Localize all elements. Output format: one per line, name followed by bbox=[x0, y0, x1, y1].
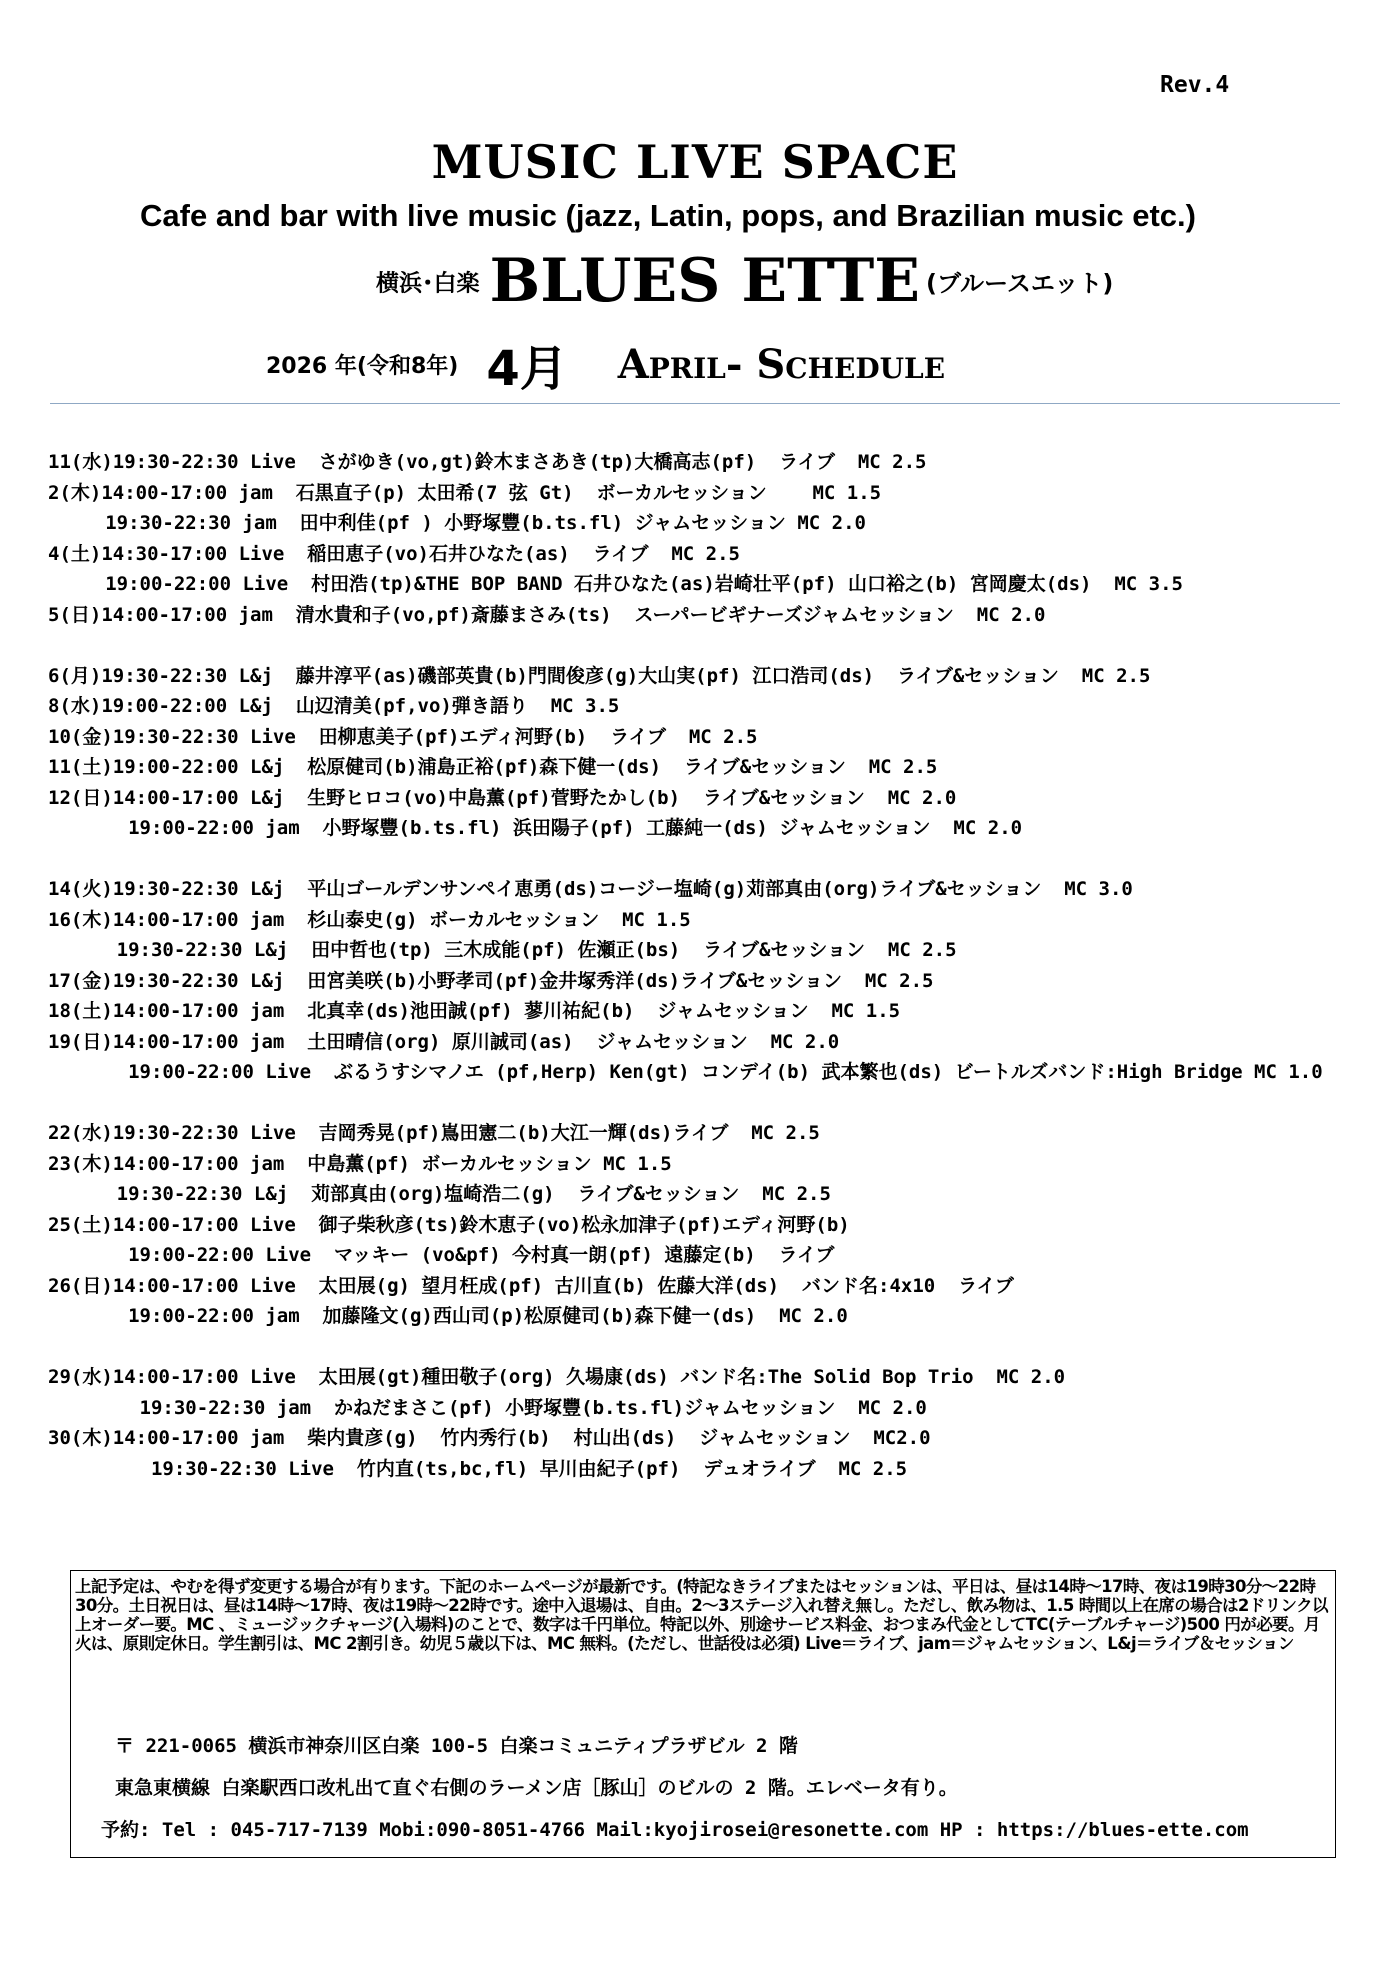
schedule-row: 19:30-22:30 Live 竹内直(ts,bc,fl) 早川由紀子(pf) デュオライブ MC 2.5 bbox=[48, 1457, 908, 1480]
header-divider bbox=[50, 403, 1340, 404]
address-line: 〒 221-0065 横浜市神奈川区白楽 100-5 白楽コミュニティプラザビル 2 階 bbox=[115, 1735, 798, 1757]
schedule-row: 10(金)19:30-22:30 Live 田柳恵美子(pf)エディ河野(b) ライブ MC 2.5 bbox=[48, 725, 758, 748]
schedule-row: 8(水)19:00-22:00 L&j 山辺清美(pf,vo)弾き語り MC 3.5 bbox=[48, 695, 620, 717]
schedule-row: 19:00-22:00 Live マッキー (vo&pf) 今村真一朗(pf) 遠藤定(b) ライブ bbox=[48, 1244, 835, 1266]
schedule-row: 23(木)14:00-17:00 jam 中島薫(pf) ボーカルセッション MC 1.5 bbox=[48, 1152, 672, 1175]
schedule-title: April- Schedule bbox=[617, 341, 946, 388]
schedule-row: 25(土)14:00-17:00 Live 御子柴秋彦(ts)鈴木恵子(vo)松永加津子(pf)エディ河野(b) bbox=[48, 1213, 850, 1236]
schedule-row: 12(日)14:00-17:00 L&j 生野ヒロコ(vo)中島薫(pf)菅野たかし(b) ライブ&セッション MC 2.0 bbox=[48, 786, 957, 809]
schedule-spacer bbox=[48, 1332, 1368, 1363]
schedule-row: 14(火)19:30-22:30 L&j 平山ゴールデンサンペイ恵勇(ds)コージー塩崎(g)苅部真由(org)ライブ&セッション MC 3.0 bbox=[48, 878, 1133, 900]
schedule-row: 4(土)14:30-17:00 Live 稲田恵子(vo)石井ひなた(as) ライブ MC 2.5 bbox=[48, 542, 740, 565]
schedule-row: 19:30-22:30 L&j 田中哲也(tp) 三木成能(pf) 佐瀬正(bs) ライブ&セッション MC 2.5 bbox=[48, 939, 957, 961]
notes-box bbox=[70, 1570, 1336, 1858]
venue-kana: (ブルースエット) bbox=[926, 269, 1114, 298]
schedule-row: 19:30-22:30 jam かねだまさこ(pf) 小野塚豐(b.ts.fl)ジャムセッション MC 2.0 bbox=[48, 1396, 927, 1419]
venue-heading bbox=[376, 246, 1113, 316]
schedule-row: 29(水)14:00-17:00 Live 太田展(gt)種田敬子(org) 久場康(ds) バンド名:The Solid Bop Trio MC 2.0 bbox=[48, 1366, 1066, 1388]
schedule-row: 6(月)19:30-22:30 L&j 藤井淳平(as)磯部英貴(b)門間俊彦(g)大山実(pf) 江口浩司(ds) ライブ&セッション MC 2.5 bbox=[48, 664, 1151, 687]
page-title: MUSIC LIVE SPACE bbox=[431, 135, 959, 189]
schedule-row: 19:00-22:00 jam 加藤隆文(g)西山司(p)松原健司(b)森下健一(ds) MC 2.0 bbox=[48, 1305, 848, 1327]
schedule-row: 19:00-22:00 Live 村田浩(tp)&THE BOP BAND 石井ひなた(as)岩崎壮平(pf) 山口裕之(b) 宮岡慶太(ds) MC 3.5 bbox=[48, 573, 1183, 595]
schedule-row: 19:30-22:30 jam 田中利佳(pf ) 小野塚豐(b.ts.fl) ジャムセッション MC 2.0 bbox=[48, 512, 866, 534]
schedule-row: 2(木)14:00-17:00 jam 石黒直子(p) 太田希(7 弦 Gt) ボーカルセッション MC 1.5 bbox=[48, 481, 882, 504]
schedule-spacer bbox=[48, 844, 1368, 875]
schedule-spacer bbox=[48, 630, 1368, 661]
venue-location: 横浜･白楽 bbox=[376, 270, 480, 297]
year-label: 2026 年(令和8年) bbox=[266, 354, 459, 379]
schedule-row: 19(日)14:00-17:00 jam 土田晴信(org) 原川誠司(as) ジャムセッション MC 2.0 bbox=[48, 1030, 840, 1053]
schedule-row: 19:30-22:30 L&j 苅部真由(org)塩崎浩二(g) ライブ&セッション MC 2.5 bbox=[48, 1183, 831, 1205]
venue-name: BLUES ETTE bbox=[489, 246, 921, 316]
month-label: 4月 bbox=[486, 341, 568, 397]
schedule-row: 5(日)14:00-17:00 jam 清水貴和子(vo,pf)斎藤まさみ(ts) スーパービギナーズジャムセッション MC 2.0 bbox=[48, 603, 1046, 626]
schedule-row: 17(金)19:30-22:30 L&j 田宮美咲(b)小野孝司(pf)金井塚秀洋(ds)ライブ&セッション MC 2.5 bbox=[48, 969, 934, 992]
month-heading bbox=[266, 330, 945, 399]
schedule-row: 18(土)14:00-17:00 jam 北真幸(ds)池田誠(pf) 蓼川祐紀(b) ジャムセッション MC 1.5 bbox=[48, 1000, 901, 1022]
schedule-row: 11(水)19:30-22:30 Live さがゆき(vo,gt)鈴木まさあき(tp)大橋高志(pf) ライブ MC 2.5 bbox=[48, 451, 927, 473]
access-line: 東急東横線 白楽駅西口改札出て直ぐ右側のラーメン店［豚山］のビルの 2 階。エレベータ有り。 bbox=[115, 1777, 958, 1799]
schedule-row: 26(日)14:00-17:00 Live 太田展(g) 望月枉成(pf) 古川直(b) 佐藤大洋(ds) バンド名:4x10 ライブ bbox=[48, 1274, 1014, 1297]
schedule-row: 19:00-22:00 Live ぶるうすシマノエ (pf,Herp) Ken(gt) コンデイ(b) 武本繁也(ds) ビートルズバンド:High Bridge MC 1.0 bbox=[48, 1061, 1323, 1083]
schedule-row: 11(土)19:00-22:00 L&j 松原健司(b)浦島正裕(pf)森下健一(ds) ライブ&セッション MC 2.5 bbox=[48, 756, 938, 778]
schedule-row: 22(水)19:30-22:30 Live 吉岡秀晃(pf)嶌田憲二(b)大江一輝(ds)ライブ MC 2.5 bbox=[48, 1122, 820, 1144]
contact-line: 予約: Tel : 045-717-7139 Mobi:090-8051-4766 Mail:kyojirosei@resonette.com HP : https://blues-ette.com bbox=[101, 1819, 1249, 1841]
schedule-list bbox=[48, 447, 1368, 1484]
schedule-row: 19:00-22:00 jam 小野塚豐(b.ts.fl) 浜田陽子(pf) 工藤純一(ds) ジャムセッション MC 2.0 bbox=[48, 817, 1023, 839]
schedule-spacer bbox=[48, 1088, 1368, 1119]
schedule-row: 16(木)14:00-17:00 jam 杉山泰史(g) ボーカルセッション MC 1.5 bbox=[48, 908, 691, 931]
revision-label: Rev.4 bbox=[1160, 72, 1230, 98]
page-subtitle: Cafe and bar with live music (jazz, Latin, pops, and Brazilian music etc.) bbox=[140, 198, 1196, 233]
notes-text: 上記予定は、やむを得ず変更する場合が有ります。下記のホームページが最新です。(特記なきライブまたはセッションは、平日は、昼は14時～17時、夜は19時30分～22時30分。土日祝日は、昼は14時～17時、夜は19時～22時です。途中入退場は、自由。2～3ステージ入れ替え無し。ただし、飲み物は、1.5 時間以上在席の場合は2ドリンク以上オーダー要。MC 、ミュージックチャージ(入場料)のことで、数字は千円単位。特記以外、別途サービス料金、おつまみ代金としてTC(テーブルチャージ)500 円が必要。月火は、原則定休日。学生割引は、MC 2割引き。幼児５歳以下は、MC 無料。(ただし、世話役は必須) Live＝ライブ、jam＝ジャムセッション、L&j＝ライブ＆セッション bbox=[75, 1577, 1328, 1653]
schedule-row: 30(木)14:00-17:00 jam 柴内貴彦(g) 竹内秀行(b) 村山出(ds) ジャムセッション MC2.0 bbox=[48, 1427, 931, 1449]
